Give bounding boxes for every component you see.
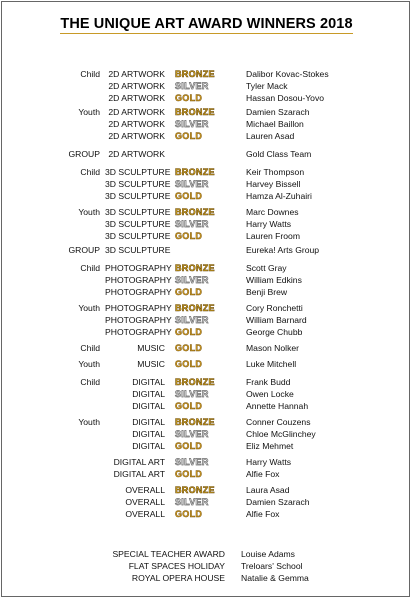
award-winner: Lauren Froom (246, 231, 300, 241)
award-winner: Michael Baillon (246, 119, 304, 129)
medal-silver: SILVER (175, 219, 209, 229)
special-award-winner: Natalie & Gemma (241, 573, 309, 583)
special-award-label: SPECIAL TEACHER AWARD (112, 549, 225, 559)
medal-gold: GOLD (175, 131, 203, 141)
award-winner: Chloe McGlinchey (246, 429, 316, 439)
page-title-text: THE UNIQUE ART AWARD WINNERS 2018 (60, 16, 353, 32)
medal-gold: GOLD (175, 191, 203, 201)
award-winner: Gold Class Team (246, 149, 312, 159)
award-winner: Cory Ronchetti (246, 303, 303, 313)
medal-silver: SILVER (175, 119, 209, 129)
award-category: PHOTOGRAPHY (105, 287, 172, 297)
award-group: GROUP (68, 149, 100, 159)
award-category: PHOTOGRAPHY (105, 275, 172, 285)
medal-silver: SILVER (175, 429, 209, 439)
award-category: 2D ARTWORK (108, 81, 165, 91)
award-group: Child (80, 69, 100, 79)
special-award-label: FLAT SPACES HOLIDAY (128, 561, 225, 571)
medal-gold: GOLD (175, 469, 203, 479)
medal-bronze: BRONZE (175, 207, 215, 217)
medal-bronze: BRONZE (175, 167, 215, 177)
special-award-row (2, 548, 411, 560)
award-category: DIGITAL ART (113, 469, 165, 479)
award-winner: George Chubb (246, 327, 303, 337)
award-group: Youth (78, 107, 100, 117)
award-winner: Scott Gray (246, 263, 287, 273)
medal-gold: GOLD (175, 93, 203, 103)
medal-gold: GOLD (175, 287, 203, 297)
award-category: 2D ARTWORK (108, 93, 165, 103)
medal-bronze: BRONZE (175, 417, 215, 427)
medal-bronze: BRONZE (175, 485, 215, 495)
award-winner: Hamza Al-Zuhairi (246, 191, 312, 201)
special-award-winner: Louise Adams (241, 549, 295, 559)
award-winner: Eliz Mehmet (246, 441, 294, 451)
award-group: Child (80, 263, 100, 273)
award-category: MUSIC (137, 359, 165, 369)
medal-silver: SILVER (175, 275, 209, 285)
award-group: GROUP (68, 245, 100, 255)
award-winner: Tyler Mack (246, 81, 288, 91)
award-group: Youth (78, 359, 100, 369)
award-category: 2D ARTWORK (108, 149, 165, 159)
award-category: DIGITAL (132, 401, 165, 411)
medal-gold: GOLD (175, 343, 203, 353)
award-category: PHOTOGRAPHY (105, 315, 172, 325)
medal-bronze: BRONZE (175, 377, 215, 387)
award-winner: Alfie Fox (246, 509, 280, 519)
award-category: PHOTOGRAPHY (105, 303, 172, 313)
award-winner: William Barnard (246, 315, 307, 325)
award-winner: Harry Watts (246, 219, 292, 229)
award-category: DIGITAL ART (113, 457, 165, 467)
award-category: 2D ARTWORK (108, 107, 165, 117)
medal-bronze: BRONZE (175, 107, 215, 117)
award-category: 3D SCULPTURE (105, 207, 171, 217)
award-winner: Annette Hannah (246, 401, 309, 411)
award-category: DIGITAL (132, 441, 165, 451)
award-winner: Keir Thompson (246, 167, 305, 177)
medal-bronze: BRONZE (175, 303, 215, 313)
medal-gold: GOLD (175, 231, 203, 241)
award-category: PHOTOGRAPHY (105, 263, 172, 273)
medal-silver: SILVER (175, 457, 209, 467)
medal-bronze: BRONZE (175, 69, 215, 79)
award-category: OVERALL (125, 485, 165, 495)
award-category: DIGITAL (132, 429, 165, 439)
award-winner: Marc Downes (246, 207, 299, 217)
award-category: 3D SCULPTURE (105, 167, 171, 177)
award-category: DIGITAL (132, 377, 165, 387)
medal-gold: GOLD (175, 327, 203, 337)
medal-gold: GOLD (175, 509, 203, 519)
medal-gold: GOLD (175, 401, 203, 411)
award-winner: Frank Budd (246, 377, 291, 387)
award-category: DIGITAL (132, 417, 165, 427)
award-winner: Lauren Asad (246, 131, 295, 141)
special-awards-list (2, 2, 411, 598)
award-category: 3D SCULPTURE (105, 191, 171, 201)
award-winner: Harvey Bissell (246, 179, 301, 189)
award-group: Child (80, 167, 100, 177)
medal-gold: GOLD (175, 441, 203, 451)
award-category: 3D SCULPTURE (105, 179, 171, 189)
award-page (1, 1, 410, 597)
award-winner: Dalibor Kovac-Stokes (246, 69, 329, 79)
special-award-row (2, 560, 411, 572)
award-category: MUSIC (137, 343, 165, 353)
award-group: Youth (78, 303, 100, 313)
award-winner: Damien Szarach (246, 107, 310, 117)
award-category: 3D SCULPTURE (105, 245, 171, 255)
award-group: Youth (78, 207, 100, 217)
award-winner: Conner Couzens (246, 417, 311, 427)
award-category: PHOTOGRAPHY (105, 327, 172, 337)
award-group: Child (80, 377, 100, 387)
award-category: OVERALL (125, 497, 165, 507)
award-category: 2D ARTWORK (108, 131, 165, 141)
award-group: Youth (78, 417, 100, 427)
medal-silver: SILVER (175, 315, 209, 325)
medal-gold: GOLD (175, 359, 203, 369)
award-category: 3D SCULPTURE (105, 219, 171, 229)
award-category: 2D ARTWORK (108, 69, 165, 79)
award-winner: Eureka! Arts Group (246, 245, 320, 255)
award-group: Child (80, 343, 100, 353)
award-winner: Mason Nolker (246, 343, 300, 353)
special-award-winner: Treloars' School (241, 561, 303, 571)
award-category: DIGITAL (132, 389, 165, 399)
award-winner: Damien Szarach (246, 497, 310, 507)
medal-bronze: BRONZE (175, 263, 215, 273)
award-winner: Laura Asad (246, 485, 290, 495)
award-winner: Owen Locke (246, 389, 294, 399)
medal-silver: SILVER (175, 497, 209, 507)
award-category: 2D ARTWORK (108, 119, 165, 129)
award-category: 3D SCULPTURE (105, 231, 171, 241)
award-winner: Benji Brew (246, 287, 288, 297)
award-winner: Luke Mitchell (246, 359, 297, 369)
special-award-row (2, 572, 411, 584)
special-award-label: ROYAL OPERA HOUSE (131, 573, 225, 583)
medal-silver: SILVER (175, 81, 209, 91)
medal-silver: SILVER (175, 179, 209, 189)
award-winner: Harry Watts (246, 457, 292, 467)
award-category: OVERALL (125, 509, 165, 519)
medal-silver: SILVER (175, 389, 209, 399)
award-winner: Alfie Fox (246, 469, 280, 479)
award-winner: William Edkins (246, 275, 302, 285)
award-winner: Hassan Dosou-Yovo (246, 93, 325, 103)
